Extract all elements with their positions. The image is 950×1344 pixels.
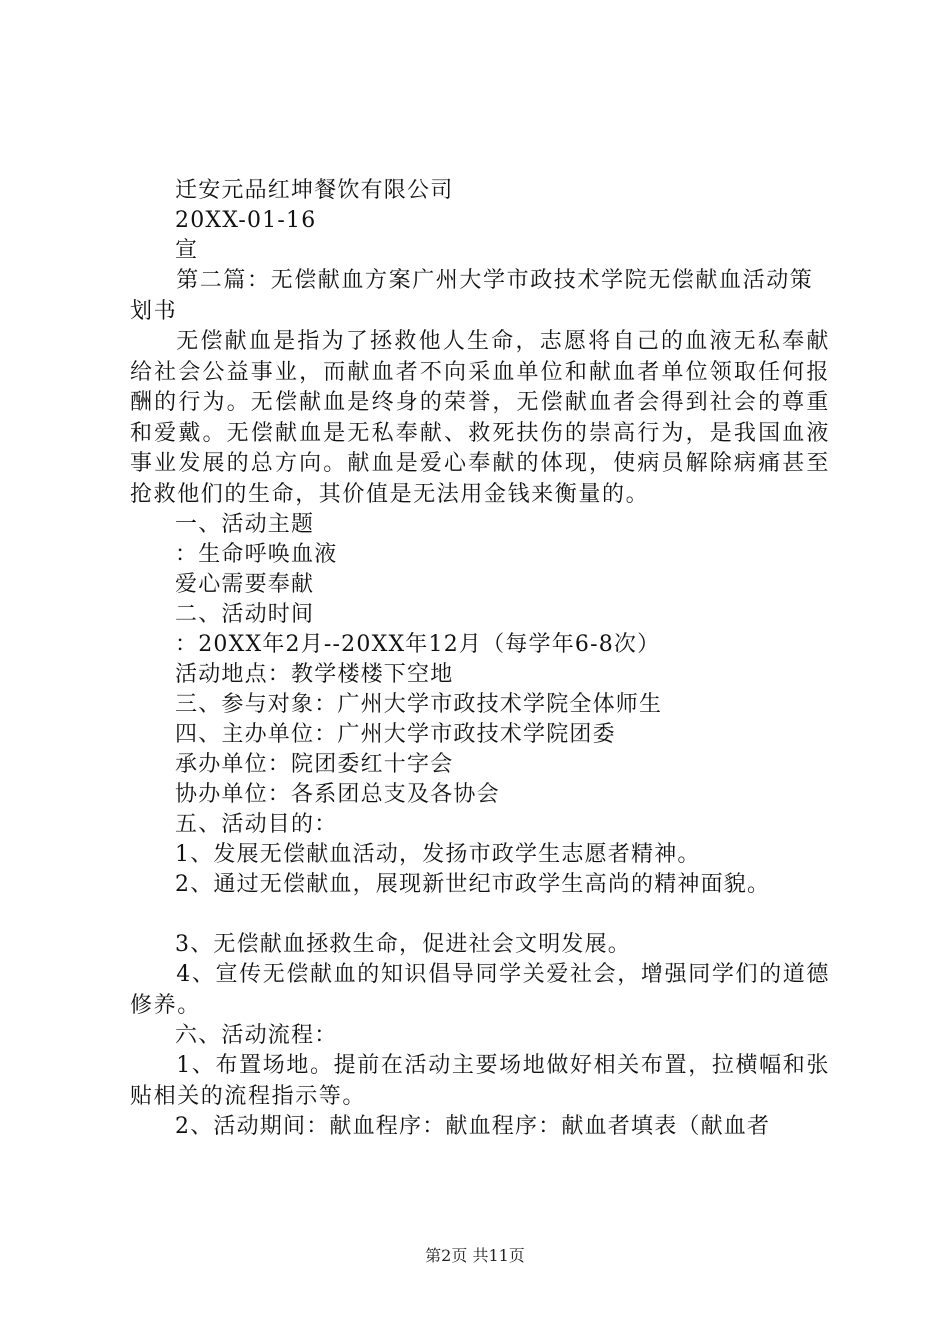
purpose-item-2: 2、通过无偿献血，展现新世纪市政学生高尚的精神面貌。 <box>175 872 771 897</box>
purpose-item-4: 4、宣传无偿献血的知识倡导同学关爱社会，增强同学们的道德修养。 <box>130 962 830 1018</box>
page-footer: 第2页 共11页 <box>425 1246 525 1265</box>
purpose-item-3: 3、无偿献血拯救生命，促进社会文明发展。 <box>175 932 631 957</box>
co-organizer-line: 协办单位：各系团总支及各协会 <box>175 782 500 807</box>
organizer-line: 四、主办单位：广州大学市政技术学院团委 <box>175 722 616 747</box>
time-value: ：20XX年2月--20XX年12月（每学年6-8次） <box>175 632 661 657</box>
intro-paragraph: 无偿献血是指为了拯救他人生命，志愿将自己的血液无私奉献给社会公益事业，而献血者不向采血单位和献血者单位领取任何报酬的行为。无偿献血是终身的荣誉，无偿献血者会得到社会的尊重和爱戴。无偿献血是无私奉献、救死扶伤的崇高行为，是我国血液事业发展的总方向。献血是爱心奉献的体现，使病员解除病痛甚至抢救他们的生命，其价值是无法用金钱来衡量的。 <box>130 329 830 507</box>
time-heading: 二、活动时间 <box>175 602 315 627</box>
purpose-heading: 五、活动目的： <box>175 812 338 837</box>
company-name: 迁安元品红坤餐饮有限公司 <box>175 178 454 203</box>
document-date: 20XX-01-16 <box>175 208 317 233</box>
theme-heading: 一、活动主题 <box>175 512 315 537</box>
stray-character: 宣 <box>175 238 199 263</box>
theme-line-2: 爱心需要奉献 <box>175 572 315 597</box>
blank-line <box>130 900 830 930</box>
section-title: 第二篇：无偿献血方案广州大学市政技术学院无偿献血活动策划书 <box>130 268 814 324</box>
undertaker-line: 承办单位：院团委红十字会 <box>175 752 454 777</box>
participants-line: 三、参与对象：广州大学市政技术学院全体师生 <box>175 692 663 717</box>
document-body <box>130 176 830 1142</box>
theme-line-1: ：生命呼唤血液 <box>175 542 338 567</box>
location-line: 活动地点：教学楼楼下空地 <box>175 662 454 687</box>
process-heading: 六、活动流程： <box>175 1023 338 1048</box>
purpose-item-1: 1、发展无偿献血活动，发扬市政学生志愿者精神。 <box>175 842 701 867</box>
process-item-2: 2、活动期间：献血程序：献血程序：献血者填表（献血者 <box>175 1114 771 1139</box>
process-item-1: 1、布置场地。提前在活动主要场地做好相关布置，拉横幅和张贴相关的流程指示等。 <box>130 1053 830 1109</box>
